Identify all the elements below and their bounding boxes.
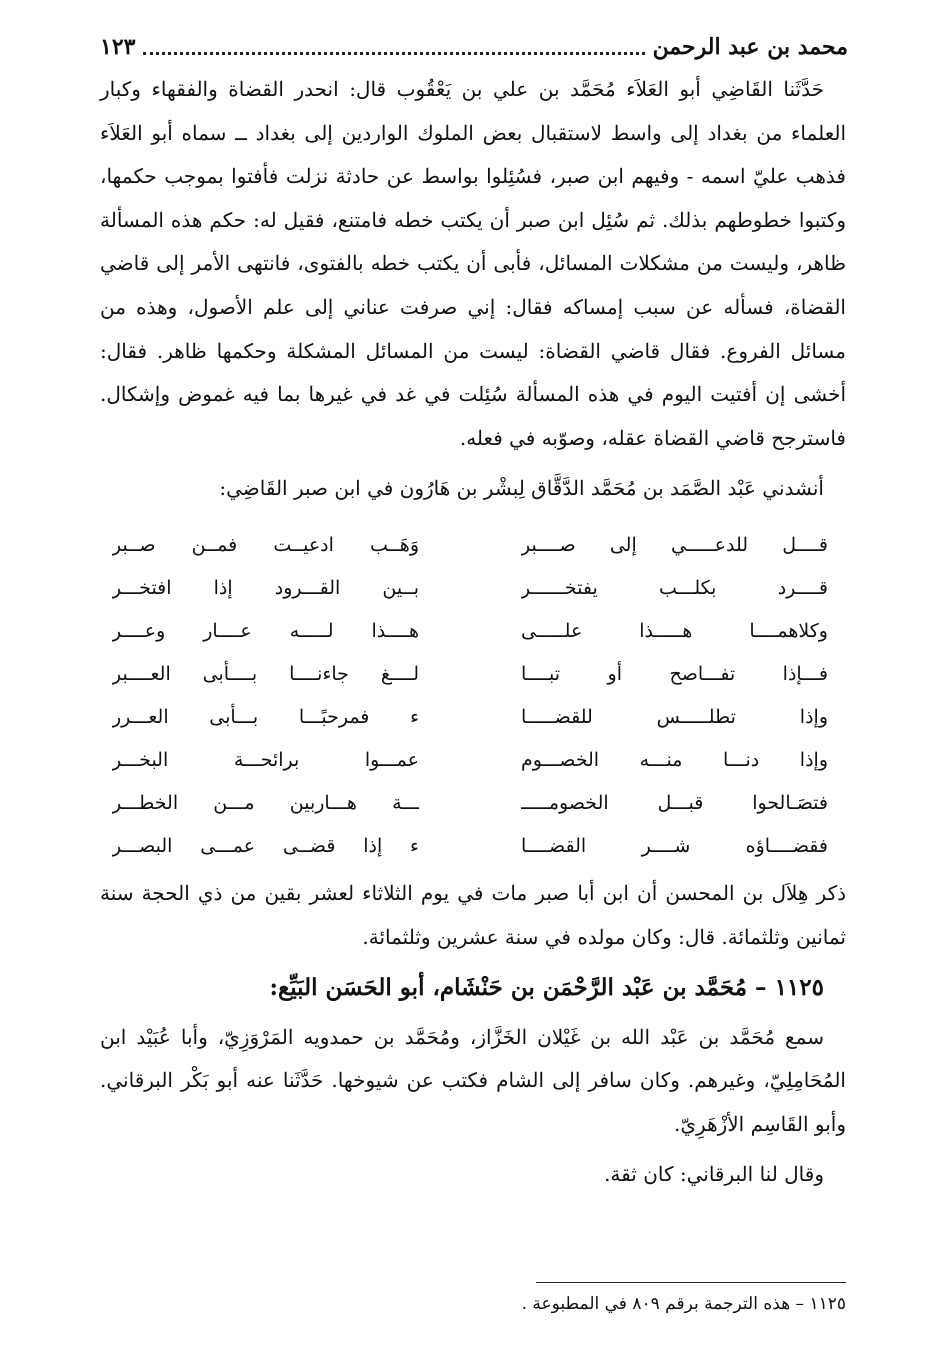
verse [100, 653, 846, 696]
second-hemistich: ء إذا قضــى عمـــى البصـــر [112, 835, 419, 858]
first-hemistich: فقضــــاؤه شــــر القضــــا [521, 835, 828, 858]
entry-heading: ١١٢٥ – مُحَمَّد بن عَبْد الرَّحْمَن بن حَنْشَام، أبو الحَسَن البَيِّع: [269, 973, 824, 1001]
poem [100, 524, 846, 868]
verse [100, 782, 846, 825]
second-hemistich: ء فمرحبًـــا بـــأبى العـــرر [112, 706, 419, 729]
verse [100, 739, 846, 782]
running-title: محمد بن عبد الرحمن [652, 34, 848, 60]
first-hemistich: فتصَـالحوا قبـــل الخصومـــــ [521, 792, 828, 815]
second-hemistich: وَهَــب ادعيــت فمــن صــبر [112, 534, 419, 557]
verse [100, 696, 846, 739]
second-hemistich: ـــة هـــاربين مـــن الخطـــر [112, 792, 419, 815]
page-header [100, 30, 848, 64]
death-date-paragraph: ذكر هِلاَل بن المحسن أن ابن أبا صبر مات في يوم الثلاثاء لعشر بقين من ذي الحجة سنة ثمانين وثلثمائة. قال: وكان مولده في سنة عشرين وثلثمائة. [100, 881, 846, 949]
footnote-divider [536, 1282, 846, 1283]
first-hemistich: قــــل للدعـــــي إلى صــــبر [521, 534, 828, 557]
narration-paragraph: حَدَّثَنا القَاضِي أبو العَلاَء مُحَمَّد بن علي بن يَعْقُوب قال: انحدر القضاة والفقهاء وكبار العلماء من بغداد إلى واسط لاستقبال بعض الملوك الواردين إلى بغداد ــ سماه أبو العَلاَء فذهب عليّ اسمه - وفيهم ابن صبر، فسُئِلوا بواسط عن حادثة نزلت فأفتوا بموجب حكمها، وكتبوا خطوطهم بذلك. ثم سُئِل ابن صبر أن يكتب خطه فامتنع، فقيل له: حكم هذه المسألة ظاهر، وليست من مشكلات المسائل، فأبى أن يكتب خطه بالفتوى، فانتهى الأمر إلى قاضي القضاة، فسأله عن سبب إمساكه فقال: إني صرفت عناني إلى علم الأصول، وهذه من مسائل الفروع. فقال قاضي القضاة: ليست من المسائل المشكلة وحكمها ظاهر. فقال: أخشى إن أفتيت اليوم في هذه المسألة سُئِلت في غد في غيرها بما فيه غموض وإشكال. فاسترجح قاضي القضاة عقله، وصوّبه في فعله. [100, 77, 847, 450]
verse [100, 567, 846, 610]
poem-introduction: أنشدني عَبْد الصَّمَد بن مُحَمَّد الدَّقَّاق لِبشْر بن هَارُون في ابن صبر القَاضِي: [219, 476, 824, 501]
first-hemistich: فـــإذا تفـــاصح أو تبــــا [521, 663, 828, 686]
first-hemistich: وإذا دنـــا منـــه الخصـــوم [521, 749, 828, 772]
trust-statement: وقال لنا البرقاني: كان ثقة. [604, 1162, 824, 1187]
first-hemistich: قــــرد بكلـــب يفتخــــــر [521, 577, 828, 600]
second-hemistich: عمـــوا برائحـــة البخـــر [112, 749, 419, 772]
page-number: ١٢٣ [100, 34, 136, 60]
first-hemistich: وكلاهمــــا هـــــذا علـــــى [521, 620, 828, 643]
verse [100, 825, 846, 868]
verse [100, 524, 846, 567]
second-hemistich: بــين القـــرود إذا افتخـــر [112, 577, 419, 600]
second-hemistich: لــــغ جاءنــــا بــــأبى العــــبر [112, 663, 419, 686]
second-hemistich: هــــذا لـــــه عــــار وعــــر [112, 620, 419, 643]
first-hemistich: وإذا تطلـــــس للقضـــــا [521, 706, 828, 729]
footnote: ١١٢٥ – هذه الترجمة برقم ٨٠٩ في المطبوعة . [521, 1294, 846, 1314]
verse [100, 610, 846, 653]
entry-paragraph: سمع مُحَمَّد بن عَبْد الله بن غَيْلان الخَزَّاز، ومُحَمَّد بن حمدويه المَرْوَزِيّ، وأبا عُبَيْد ابن المُحَامِلِيّ، وغيرهم. وكان سافر إلى الشام فكتب عن شيوخها. حَدَّثَنا عنه أبو بَكْر البرقاني. وأبو القَاسِم الأزْهَرِيّ. [100, 1024, 846, 1136]
leader-dots [143, 52, 644, 55]
